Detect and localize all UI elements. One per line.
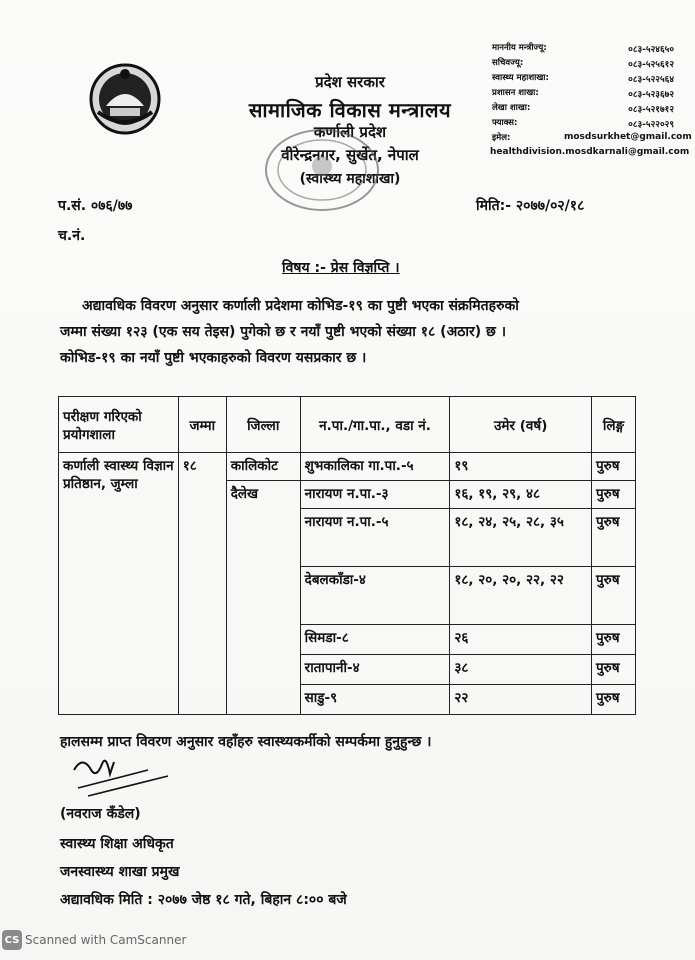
- cell-age: १९: [450, 453, 592, 481]
- header-lab: परीक्षण गरिएको प्रयोगशाला: [59, 397, 179, 453]
- header-division: (स्वास्थ्य महाशाखा): [299, 171, 401, 187]
- body-line: अद्यावधिक विवरण अनुसार कर्णाली प्रदेशमा कोभिड-१९ का पुष्टी भएका संक्रमितहरुको: [82, 298, 519, 314]
- contact-row: [492, 72, 692, 87]
- contact-label: माननीय मन्त्रीज्यू:: [492, 43, 547, 53]
- camscanner-icon: CS: [2, 930, 22, 950]
- contact-email-health: healthdivision.mosdkarnali@gmail.com: [490, 147, 690, 157]
- office-stamp: [262, 126, 382, 214]
- cell-municipality: सिमडा-८: [300, 625, 450, 655]
- contact-label: सचिवज्यू:: [492, 58, 524, 68]
- cell-age: १८, २०, २०, २२, २२: [450, 567, 592, 625]
- cell-municipality: देबलकाँडा-४: [300, 567, 450, 625]
- body-line: जम्मा संख्या १२३ (एक सय तेइस) पुगेको छ र नयाँ पुष्टी भएको संख्या १८ (अठार) छ ।: [60, 324, 507, 340]
- header-address: वीरेन्द्रनगर, सुर्खेत, नेपाल: [281, 146, 419, 164]
- cell-age: १८, २४, २५, २८, ३५: [450, 509, 592, 567]
- cell-sex: पुरुष: [592, 453, 636, 481]
- cell-age: २६: [450, 625, 592, 655]
- contact-row: [492, 87, 692, 102]
- camscanner-label: Scanned with CamScanner: [25, 933, 187, 947]
- nepal-emblem-logo: [88, 62, 162, 136]
- cell-municipality: साडु-९: [300, 685, 450, 715]
- cell-total: १८: [178, 453, 226, 715]
- contact-row: [492, 42, 692, 57]
- cell-municipality: नारायण न.पा.-३: [300, 481, 450, 509]
- reference-number: प.सं. ०७६/७७: [58, 198, 133, 214]
- cell-sex: पुरुष: [592, 685, 636, 715]
- cell-district: कालिकोट: [226, 453, 300, 481]
- header-age: उमेर (वर्ष): [450, 397, 592, 453]
- table-header-row: [59, 397, 636, 453]
- header-district: जिल्ला: [226, 397, 300, 453]
- cell-municipality: नारायण न.पा.-५: [300, 509, 450, 567]
- body-line: कोभिड-१९ का नयाँ पुष्टी भएकाहरुको विवरण यसप्रकार छ ।: [60, 350, 367, 366]
- contact-row: [492, 57, 692, 72]
- contact-value: ०८३-५२२५६४: [628, 75, 674, 85]
- cell-age: १६, १९, २९, ४८: [450, 481, 592, 509]
- contact-label: स्वास्थ्य महाशाखा:: [492, 73, 549, 83]
- header-province-name: कर्णाली प्रदेश: [313, 123, 387, 141]
- cell-sex: पुरुष: [592, 481, 636, 509]
- contact-email: mosdsurkhet@gmail.com: [564, 132, 692, 142]
- contact-row: [492, 132, 692, 147]
- signatory-title: स्वास्थ्य शिक्षा अधिकृत: [60, 836, 174, 852]
- body-paragraph: [60, 293, 640, 371]
- contact-label: फ्याक्स:: [492, 118, 518, 128]
- contact-value: ०८३-५२४६५०: [628, 45, 674, 55]
- contact-row: [492, 117, 692, 132]
- camscanner-watermark: [2, 928, 186, 952]
- header-province-government: प्रदेश सरकार: [315, 73, 385, 91]
- header-municipality: न.पा./गा.पा., वडा नं.: [300, 397, 450, 453]
- update-timestamp: अद्यावधिक मिति : २०७७ जेष्ठ १८ गते, बिहान ८:०० बजे: [60, 892, 347, 908]
- contact-value: ०८३-५२३६७२: [628, 90, 674, 100]
- cell-sex: पुरुष: [592, 655, 636, 685]
- header-sex: लिङ्ग: [592, 397, 636, 453]
- cell-age: २२: [450, 685, 592, 715]
- cell-municipality: रातापानी-४: [300, 655, 450, 685]
- signatory-role: जनस्वास्थ्य शाखा प्रमुख: [60, 864, 180, 880]
- contact-row: [492, 102, 692, 117]
- contact-label: लेखा शाखा:: [492, 103, 531, 113]
- handwritten-signature: [68, 752, 178, 800]
- contact-value: ०८३-५२२०२९: [628, 120, 674, 130]
- contact-label: इमेल:: [492, 133, 511, 143]
- contact-value: ०८३-५२१७१२: [628, 105, 674, 115]
- contact-list: [492, 42, 692, 162]
- cell-sex: पुरुष: [592, 509, 636, 567]
- cases-table: [58, 396, 636, 715]
- cell-lab-name: कर्णाली स्वास्थ्य विज्ञान प्रतिष्ठान, जुम्ला: [59, 453, 179, 715]
- signatory-name: (नवराज कँडेल): [60, 806, 141, 822]
- cell-sex: पुरुष: [592, 567, 636, 625]
- cell-age: ३८: [450, 655, 592, 685]
- letter-date: मिति:- २०७७/०२/१८: [476, 198, 585, 214]
- dispatch-number: च.नं.: [58, 228, 86, 244]
- contact-value: ०८३-५२५६१२: [628, 60, 674, 70]
- header-ministry-name: सामाजिक विकास मन्त्रालय: [248, 98, 452, 122]
- table-row: [59, 453, 636, 481]
- header-total: जम्मा: [178, 397, 226, 453]
- cell-municipality: शुभकालिका गा.पा.-५: [300, 453, 450, 481]
- subject-line: विषय :- प्रेस विज्ञप्ति ।: [282, 260, 400, 276]
- contact-label: प्रशासन शाखा:: [492, 88, 539, 98]
- cell-district: दैलेख: [226, 481, 300, 715]
- contact-row: [490, 147, 692, 162]
- closing-note: हालसम्म प्राप्त विवरण अनुसार वहाँहरु स्वास्थ्यकर्मीको सम्पर्कमा हुनुहुन्छ ।: [60, 734, 432, 750]
- cell-sex: पुरुष: [592, 625, 636, 655]
